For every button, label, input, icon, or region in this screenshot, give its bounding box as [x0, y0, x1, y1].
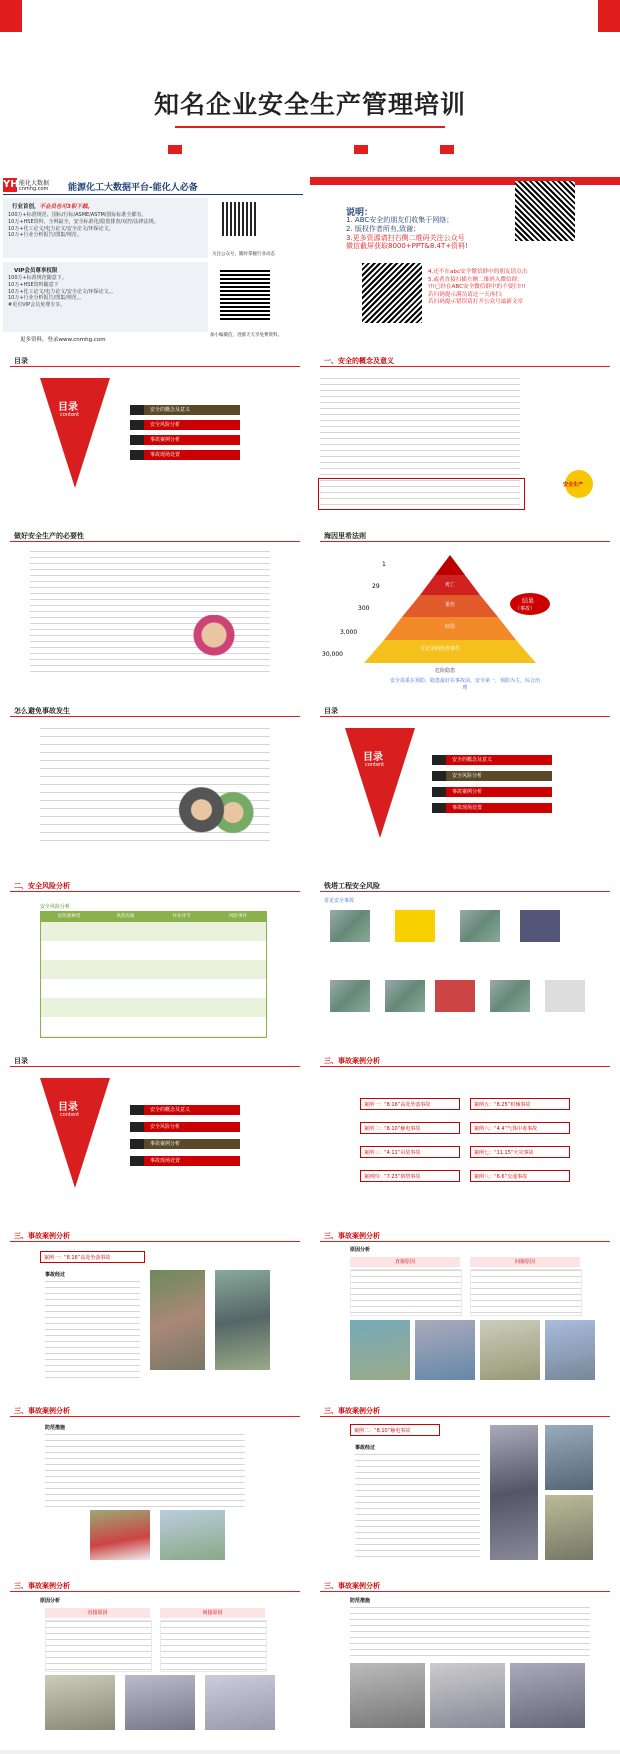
case-item[interactable]: 案例四：“7.23”倒塔事故 [360, 1170, 460, 1182]
safety-badge: 安全生产 [563, 482, 584, 488]
case2-photo-2 [545, 1425, 593, 1490]
case-item[interactable]: 案例一：“8.16”高处坠落事故 [360, 1098, 460, 1110]
qr-code-right-1 [515, 181, 575, 241]
cause-photo-3 [480, 1320, 540, 1380]
vip-line: 10万+化工论文/电力论文/安全论文/环保论文。。 [8, 288, 117, 295]
tower-icon-3 [460, 910, 500, 942]
heinrich-level: 轻伤 [445, 624, 456, 630]
case2-photo-1 [490, 1425, 538, 1560]
case-item[interactable]: 案例六：“4.4”气体中毒事故 [470, 1122, 570, 1134]
toc3-funnel [40, 1078, 110, 1188]
cover-title: 知名企业安全生产管理培训 [153, 90, 466, 119]
toc-funnel-sub: content [60, 412, 80, 418]
industry-title: 行业首创，不会员也可3积下载。 [12, 204, 93, 210]
promo-right-item: 2. 版权作者所有,致谢； [346, 224, 421, 233]
tower-icon-6 [385, 980, 425, 1012]
industry-line: 10万+HSE资料，全网最全，安全标准化/隐患排查/双控/法律法规。 [8, 218, 159, 225]
toc-funnel [40, 378, 110, 488]
promo-left-slide [0, 175, 310, 350]
cause-slide [310, 1225, 620, 1400]
risk-table-header [41, 912, 266, 922]
cause2-photo-1 [45, 1675, 115, 1730]
toc3-title: 目录 [14, 1057, 28, 1065]
industry-line: 10万+行业分析报告/图集/规范。 [8, 232, 82, 239]
toc2-item[interactable]: 事故现场处置 [432, 803, 552, 813]
toc2-funnel-sub: content [365, 762, 385, 768]
prevention-slide [0, 700, 310, 875]
heinrich-num-3000: 3,000 [340, 629, 358, 636]
brand-name: 能化大数据 [19, 180, 50, 187]
qr-code-wechat [220, 270, 270, 320]
heinrich-underline [320, 541, 610, 542]
promo-right-red: 微信截屏获取8000+PPT&8.4T+资料! [346, 242, 468, 251]
heinrich-num-29: 29 [372, 583, 380, 590]
rescue-section: 防范措施 [350, 1598, 371, 1604]
direct-cause2-box [45, 1620, 152, 1672]
vip-line: 10万+HSE资料随意下 [8, 281, 59, 288]
cause-underline [320, 1241, 610, 1242]
cases-title: 三、事故案例分析 [324, 1057, 380, 1065]
heinrich-level: 可记录的伤害事件 [420, 646, 461, 652]
cause-photo-1 [350, 1320, 410, 1380]
measures-slide [0, 1400, 310, 1575]
cases-underline [320, 1066, 610, 1067]
toc3-underline [10, 1066, 300, 1067]
toc2-funnel [345, 728, 415, 838]
measures-section: 防范措施 [45, 1425, 66, 1431]
cartoon-illustration [190, 615, 250, 665]
heinrich-slide [310, 525, 620, 700]
promo-right-title: 说明： [346, 208, 374, 218]
toc-funnel-text: 目录 [58, 402, 78, 413]
promo-notes [428, 269, 527, 307]
rescue-text [350, 1607, 590, 1657]
rescue-slide [310, 1575, 620, 1750]
cause2-photo-2 [125, 1675, 195, 1730]
cover-corner-left [0, 0, 22, 32]
prevention-cartoon [170, 785, 260, 840]
tower-icon-5 [330, 980, 370, 1012]
promo-headline: 能源化工大数据平台-能化人必备 [68, 183, 198, 193]
cause-title: 三、事故案例分析 [324, 1232, 380, 1240]
heinrich-title: 海因里希法则 [324, 532, 366, 540]
necessity-underline [10, 541, 300, 542]
result-label: 结果 [522, 598, 535, 605]
case-item[interactable]: 案例二：“8.10”触电事故 [360, 1122, 460, 1134]
heinrich-caption: 安全需重在预防，隐患最好在事故前，安全第一，预防为主，综合治理 [390, 678, 541, 691]
cover-square-2 [354, 145, 368, 154]
rescue-photo-3 [510, 1663, 585, 1728]
toc3-item[interactable]: 事故现场处置 [130, 1156, 240, 1166]
promo-right-slide [310, 175, 620, 350]
cover-divider [175, 126, 445, 128]
case1-slide [0, 1225, 310, 1400]
qr-code-right-2 [362, 263, 422, 323]
toc3-funnel-text: 目录 [58, 1102, 78, 1113]
risk-slide [0, 875, 310, 1050]
promo-note: !!!已经在ABC安全微信群中的不要扫!!! [428, 284, 526, 291]
cause-photo-2 [415, 1320, 475, 1380]
toc2-item[interactable]: 安全风险分析 [432, 771, 552, 781]
promo-note: 5.或者直接扫描左侧二维码入微信群; [428, 276, 520, 283]
industry-line: 100万+标准规范、国标/行标/ASME/ASTM/国际标准全都有。 [8, 212, 147, 218]
toc2-item[interactable]: 安全的概念及意义 [432, 755, 552, 765]
risk-title: 二、安全风险分析 [14, 882, 70, 890]
cover-slide [0, 0, 620, 175]
tower-icon-8 [490, 980, 530, 1012]
toc2-underline [320, 716, 610, 717]
risk-col: 作业环节 [172, 914, 191, 919]
vip-line: 100万+标准规范随意下。 [8, 275, 67, 281]
case2-underline [320, 1416, 610, 1417]
tower-icon-7 [435, 980, 475, 1012]
case2-slide [310, 1400, 620, 1575]
case1-text [45, 1281, 140, 1381]
headline-underline [3, 194, 303, 195]
measures-underline [10, 1416, 300, 1417]
case1-title: 三、事故案例分析 [14, 1232, 70, 1240]
case1-photo-2 [215, 1270, 270, 1370]
brand-url: cnmhg.com [19, 186, 49, 192]
promo-right-list [346, 216, 468, 251]
heinrich-level: 危险隐患 [435, 668, 456, 674]
indirect-cause2-header: 间接原因 [160, 1608, 265, 1618]
tower-sub: 常见安全事故 [324, 898, 355, 904]
toc3-funnel-sub: content [60, 1112, 80, 1118]
measures-text [45, 1434, 245, 1509]
cause2-slide [0, 1575, 310, 1750]
tower-title: 铁塔工程安全风险 [324, 882, 380, 890]
qr-code-follow [222, 202, 256, 236]
tower-icon-4 [520, 910, 560, 942]
cover-corner-right [598, 0, 620, 32]
case-item[interactable]: 案例五：“8.25”机械事故 [470, 1098, 570, 1110]
promo-note: 若扫码提示错误请打开公众号最新文章 [428, 299, 524, 306]
result-sub: （事故） [515, 606, 536, 612]
necessity-slide [0, 525, 310, 700]
cause2-title: 三、事故案例分析 [14, 1582, 70, 1590]
rescue-title: 三、事故案例分析 [324, 1582, 380, 1590]
heinrich-num-30000: 30,000 [322, 651, 343, 658]
measures-title: 三、事故案例分析 [14, 1407, 70, 1415]
cause2-photo-3 [205, 1675, 275, 1730]
toc2-item[interactable]: 事故案例分析 [432, 787, 552, 797]
tower-icon-2 [395, 910, 435, 942]
tower-icon-9 [545, 980, 585, 1012]
vip-line: #更有VIP会员免费专享。 [8, 302, 66, 308]
heinrich-level: 死亡 [445, 582, 456, 588]
vip-line: 10万+行业分析报告/图集/规范。。 [8, 295, 85, 302]
risk-col: 风险因素 [116, 914, 135, 919]
toc-item[interactable]: 事故现场处置 [130, 450, 240, 460]
cause-photo-4 [545, 1320, 595, 1380]
promo-note: 若扫码提示满员请过一天再扫; [428, 291, 503, 298]
case1-photo-1 [150, 1270, 205, 1370]
toc-item[interactable]: 事故案例分析 [130, 435, 240, 445]
toc3-slide [0, 1050, 310, 1225]
indirect-cause2-box [160, 1620, 267, 1672]
concept-underline [320, 366, 610, 367]
tower-icon-1 [330, 910, 370, 942]
promo-right-item: 1. ABC安全的朋友们收集于网络； [346, 216, 454, 224]
heinrich-num-300: 300 [358, 605, 370, 612]
promo-footer[interactable]: 更多资料，登录www.cnmhg.com [20, 337, 106, 343]
direct-cause-box [350, 1269, 462, 1316]
toc3-item[interactable]: 安全的概念及意义 [130, 1105, 240, 1115]
risk-col: 风险事件 [228, 914, 247, 919]
prevention-title: 怎么避免事故发生 [14, 707, 70, 715]
case1-section: 事故经过 [45, 1272, 66, 1278]
vip-title: VIP会员尊享权限 [14, 268, 58, 274]
heinrich-num-1: 1 [382, 561, 386, 568]
cause-section: 原因分析 [350, 1247, 371, 1253]
promo-right-item: 3.更多资源请扫右侧二维码关注公众号 [346, 233, 465, 242]
vip-list [8, 275, 208, 309]
necessity-title: 做好安全生产的必要性 [14, 532, 84, 540]
toc-title: 目录 [14, 357, 28, 365]
toc2-title: 目录 [324, 707, 338, 715]
risk-table-body [41, 922, 266, 1037]
risk-table [40, 911, 267, 1038]
risk-underline [10, 891, 300, 892]
risk-subtitle: 安全风险分析 [40, 904, 71, 910]
toc2-slide [310, 700, 620, 875]
concept-slide [310, 350, 620, 525]
case2-section: 事故经过 [355, 1445, 376, 1451]
toc-item[interactable]: 安全风险分析 [130, 420, 240, 430]
brand-logo: YH [3, 179, 19, 190]
case2-photo-3 [545, 1495, 593, 1560]
case2-title: 三、事故案例分析 [324, 1407, 380, 1415]
rescue-photo-2 [430, 1663, 505, 1728]
case-item[interactable]: 案例八：“6.6”交通事故 [470, 1170, 570, 1182]
cases-slide [310, 1050, 620, 1225]
scan-caption: 加小编微信，进群天天享免费资料。 [210, 333, 282, 338]
toc3-item[interactable]: 事故案例分析 [130, 1139, 240, 1149]
heinrich-level: 重伤 [445, 602, 456, 608]
concept-title: 一、安全的概念及意义 [324, 357, 394, 365]
toc-underline [10, 366, 300, 367]
promo-note: 4.还不在abc安全微信群中的朋友请点击 [428, 269, 528, 275]
cover-square-1 [168, 145, 182, 154]
direct-cause-header: 直接原因 [350, 1257, 460, 1267]
industry-line: 10万+化工论文/电力论文/安全论文/环保论文。 [8, 225, 114, 232]
toc-slide [0, 350, 310, 525]
tower-underline [320, 891, 610, 892]
measures-photo-1 [90, 1510, 150, 1560]
cause2-underline [10, 1591, 300, 1592]
industry-list [8, 212, 208, 239]
case2-text [355, 1454, 480, 1559]
rescue-underline [320, 1591, 610, 1592]
case-item[interactable]: 案例七：“11.15”火灾事故 [470, 1146, 570, 1158]
toc-item[interactable]: 安全的概念及意义 [130, 405, 240, 415]
tower-slide [310, 875, 620, 1050]
prevention-underline [10, 716, 300, 717]
toc3-item[interactable]: 安全风险分析 [130, 1122, 240, 1132]
case1-underline [10, 1241, 300, 1242]
case2-header: 案例二：“8.10”触电事故 [350, 1424, 440, 1436]
indirect-cause-box [470, 1269, 582, 1316]
rescue-photo-1 [350, 1663, 425, 1728]
concept-box [318, 478, 525, 510]
case1-header: 案例一：“8.16”高处坠落事故 [40, 1251, 145, 1263]
follow-caption: 关注公众号，随时掌握行业动态 [212, 252, 275, 257]
case-item[interactable]: 案例三：“4.11”吊装事故 [360, 1146, 460, 1158]
cause2-section: 原因分析 [40, 1598, 61, 1604]
direct-cause2-header: 直接原因 [45, 1608, 150, 1618]
risk-col: 危险源种类 [57, 914, 81, 919]
measures-photo-2 [160, 1510, 225, 1560]
indirect-cause-header: 间接原因 [470, 1257, 580, 1267]
cover-square-3 [440, 145, 454, 154]
toc2-funnel-text: 目录 [363, 752, 383, 763]
